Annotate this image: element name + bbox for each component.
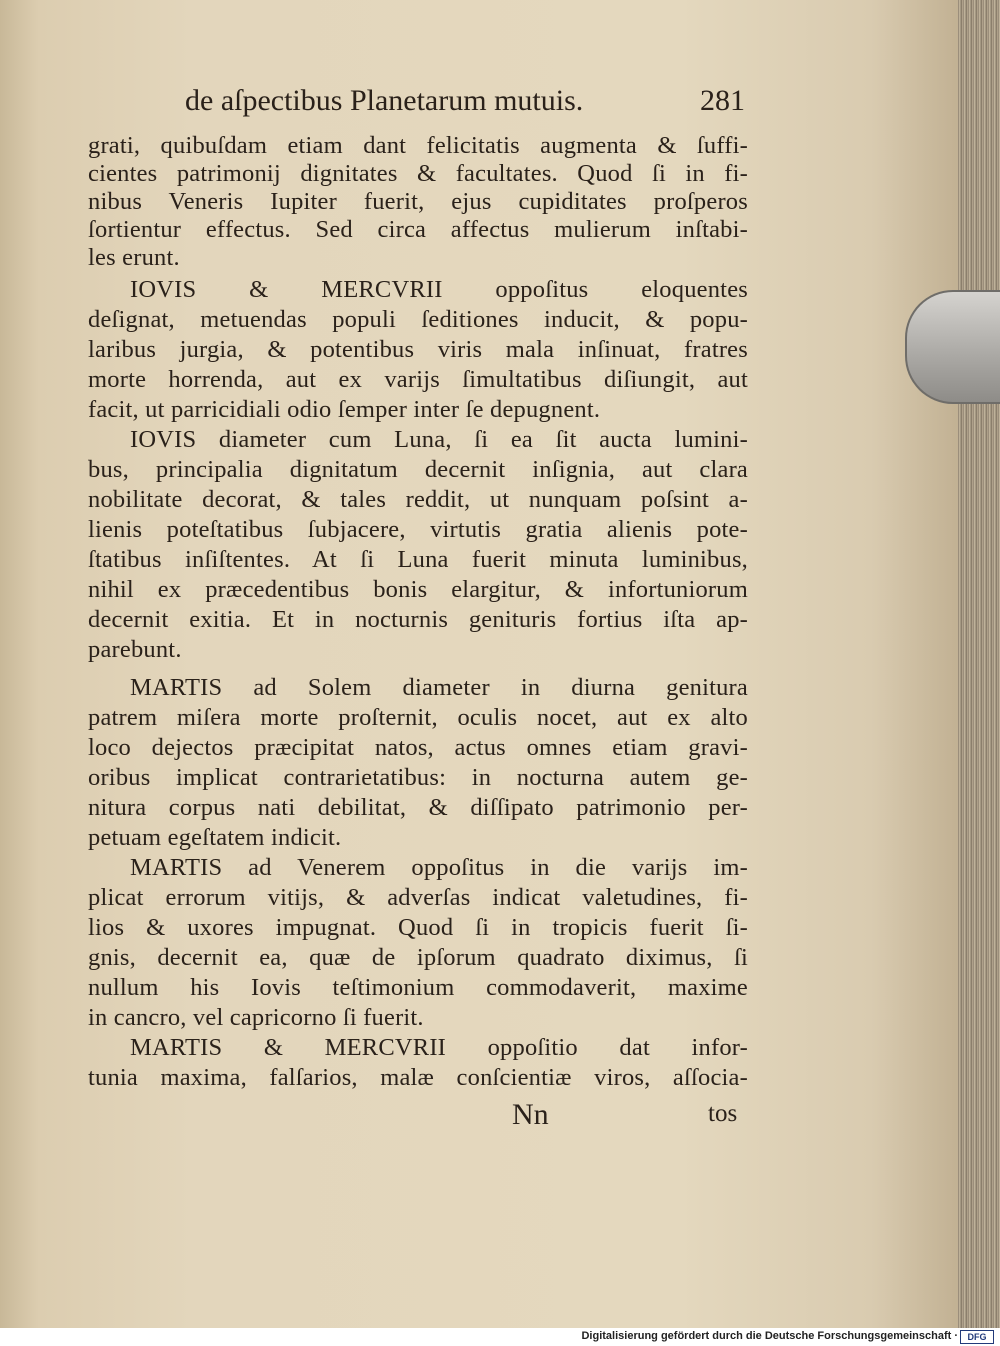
paragraph-start: IOVIS & MERCVRII oppoſitus eloquentes <box>130 276 748 303</box>
text-line: laribus jurgia, & potentibus viris mala inſinuat, fratres <box>88 336 748 363</box>
text-line: ſortientur effectus. Sed circa affectus mulierum inſtabi- <box>88 216 748 243</box>
text-line: oribus implicat contrarietatibus: in nocturna autem ge- <box>88 764 748 791</box>
text-line: cientes patrimonij dignitates & facultates. Quod ſi in fi- <box>88 160 748 187</box>
paragraph-start: MARTIS ad Venerem oppoſitus in die varijs im- <box>130 854 748 881</box>
dfg-logo: DFG <box>960 1330 994 1344</box>
footer-bar <box>0 1328 1000 1346</box>
text-line: in cancro, vel capricorno ſi fuerit. <box>88 1004 424 1031</box>
catchword: tos <box>708 1100 738 1127</box>
text-line: nihil ex præcedentibus bonis elargitur, & infortuniorum <box>88 576 748 603</box>
text-line: plicat errorum vitijs, & adverſas indicat valetudines, fi- <box>88 884 748 911</box>
text-line: lienis poteſtatibus ſubjacere, virtutis gratia alienis pote- <box>88 516 748 543</box>
page-number: 281 <box>700 84 745 117</box>
running-title: de aſpectibus Planetarum mutuis. <box>185 84 584 117</box>
text-line: nibus Veneris Iupiter fuerit, ejus cupiditates proſperos <box>88 188 748 215</box>
page-edges <box>958 0 1000 1328</box>
text-line: bus, principalia dignitatum decernit inſignia, aut clara <box>88 456 748 483</box>
text-line: gnis, decernit ea, quæ de ipſorum quadrato diximus, ſi <box>88 944 748 971</box>
text-line: parebunt. <box>88 636 182 663</box>
text-line: ſtatibus inſiſtentes. At ſi Luna fuerit minuta luminibus, <box>88 546 748 573</box>
text-line: loco dejectos præcipitat natos, actus omnes etiam gravi- <box>88 734 748 761</box>
text-line: deſignat, metuendas populi ſeditiones inducit, & popu- <box>88 306 748 333</box>
text-line: facit, ut parricidiali odio ſemper inter ſe depugnent. <box>88 396 601 423</box>
text-line: patrem miſera morte proſternit, oculis nocet, aut ex alto <box>88 704 748 731</box>
text-line: nitura corpus nati debilitat, & diſſipato patrimonio per- <box>88 794 748 821</box>
signature-mark: Nn <box>512 1098 549 1131</box>
paragraph-start: IOVIS diameter cum Luna, ſi ea ſit aucta lumini- <box>130 426 748 453</box>
text-line: tunia maxima, falſarios, malæ conſcientiæ viros, aſſocia- <box>88 1064 748 1091</box>
text-line: nobilitate decorat, & tales reddit, ut nunquam poſsint a- <box>88 486 748 513</box>
text-line: petuam egeſtatem indicit. <box>88 824 342 851</box>
funding-credit: Digitalisierung gefördert durch die Deutsche Forschungsgemeinschaft · <box>581 1330 958 1342</box>
text-line: grati, quibuſdam etiam dant felicitatis augmenta & ſuffi- <box>88 132 748 159</box>
text-line: nullum his Iovis teſtimonium commodaverit, maxime <box>88 974 748 1001</box>
paragraph-start: MARTIS ad Solem diameter in diurna genitura <box>130 674 748 701</box>
text-line: les erunt. <box>88 244 180 271</box>
book-clamp <box>905 290 1000 404</box>
text-line: lios & uxores impugnat. Quod ſi in tropicis fuerit ſi- <box>88 914 748 941</box>
paragraph-start: MARTIS & MERCVRII oppoſitio dat infor- <box>130 1034 748 1061</box>
text-line: morte horrenda, aut ex varijs ſimultatibus diſiungit, aut <box>88 366 748 393</box>
text-line: decernit exitia. Et in nocturnis genituris fortius iſta ap- <box>88 606 748 633</box>
running-head <box>185 84 745 120</box>
